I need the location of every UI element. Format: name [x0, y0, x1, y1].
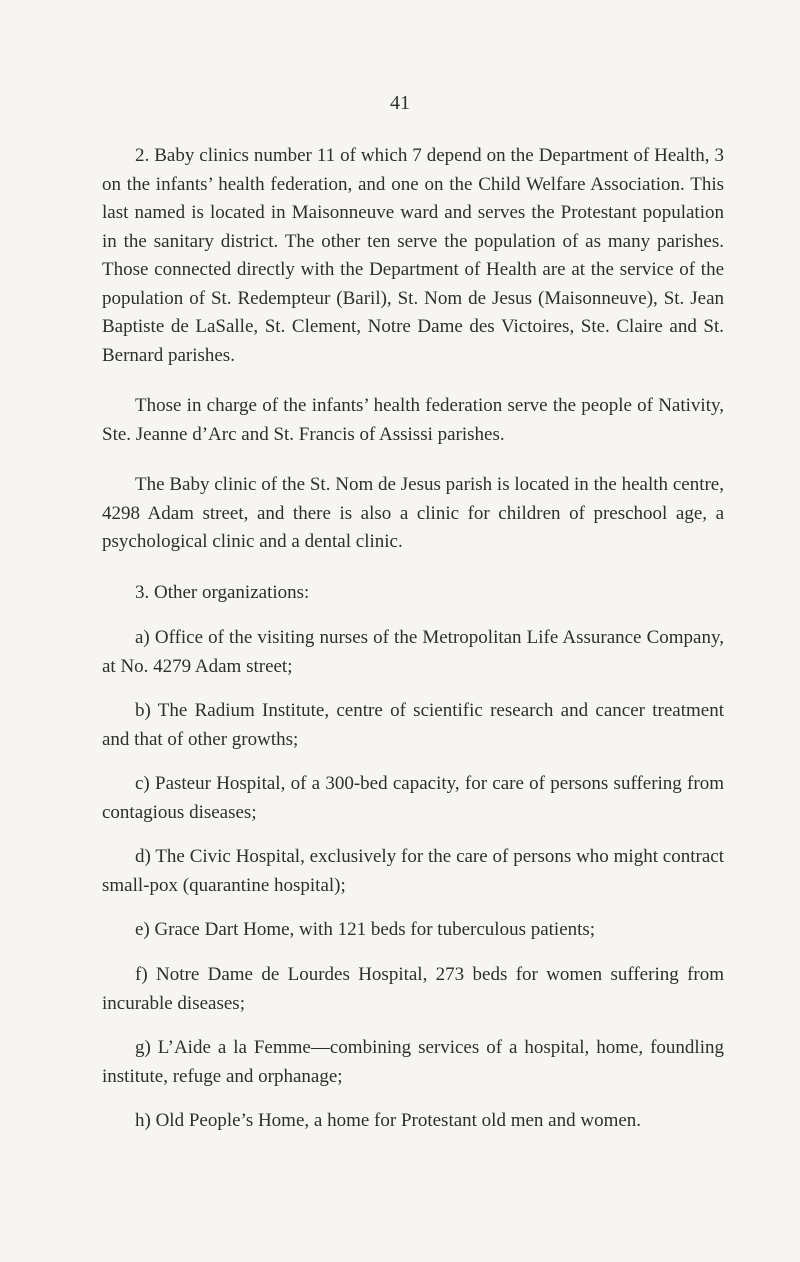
list-item-f: f) Notre Dame de Lourdes Hospital, 273 beds for women suffering from incurable diseases;	[102, 964, 724, 1014]
list-item-g: g) L’Aide a la Femme—combining services of a hospital, home, foundling institute, refuge and orphanage;	[102, 1037, 724, 1087]
list-item-b: b) The Radium Institute, centre of scientific research and cancer treatment and that of other growths;	[102, 700, 724, 750]
paragraph-infants-federation: Those in charge of the infants’ health federation serve the people of Nativity, Ste. Jeanne d’Arc and St. Francis of Assissi parishes.	[102, 395, 724, 445]
section-heading-other-organizations: 3. Other organizations:	[135, 582, 310, 603]
list-item-e: e) Grace Dart Home, with 121 beds for tuberculous patients;	[135, 919, 596, 940]
page-number: 41	[390, 92, 410, 114]
list-item-h: h) Old People’s Home, a home for Protestant old men and women.	[135, 1110, 642, 1131]
list-item-d: d) The Civic Hospital, exclusively for the care of persons who might contract small-pox (quarantine hospital);	[102, 846, 724, 896]
paragraph-st-nom-de-jesus-clinic: The Baby clinic of the St. Nom de Jesus parish is located in the health centre, 4298 Adam street, and there is also a clinic for children of preschool age, a psychological clinic and a dental clinic.	[102, 474, 724, 552]
paragraph-baby-clinics: 2. Baby clinics number 11 of which 7 depend on the Department of Health, 3 on the infants’ health federation, and one on the Child Welfare Association. This last named is located in Maisonneuve ward and serves the Protestant population in the sanitary district. The other ten serve the population of as many parishes. Those connected directly with the Department of Health are at the service of the population of St. Redempteur (Baril), St. Nom de Jesus (Maisonneuve), St. Jean Baptiste de LaSalle, St. Clement, Notre Dame des Victoires, Ste. Claire and St. Bernard parishes.	[102, 145, 724, 366]
list-item-c: c) Pasteur Hospital, of a 300-bed capacity, for care of persons suffering from contagious diseases;	[102, 773, 724, 823]
list-item-a: a) Office of the visiting nurses of the Metropolitan Life Assurance Company, at No. 4279 Adam street;	[102, 627, 724, 677]
